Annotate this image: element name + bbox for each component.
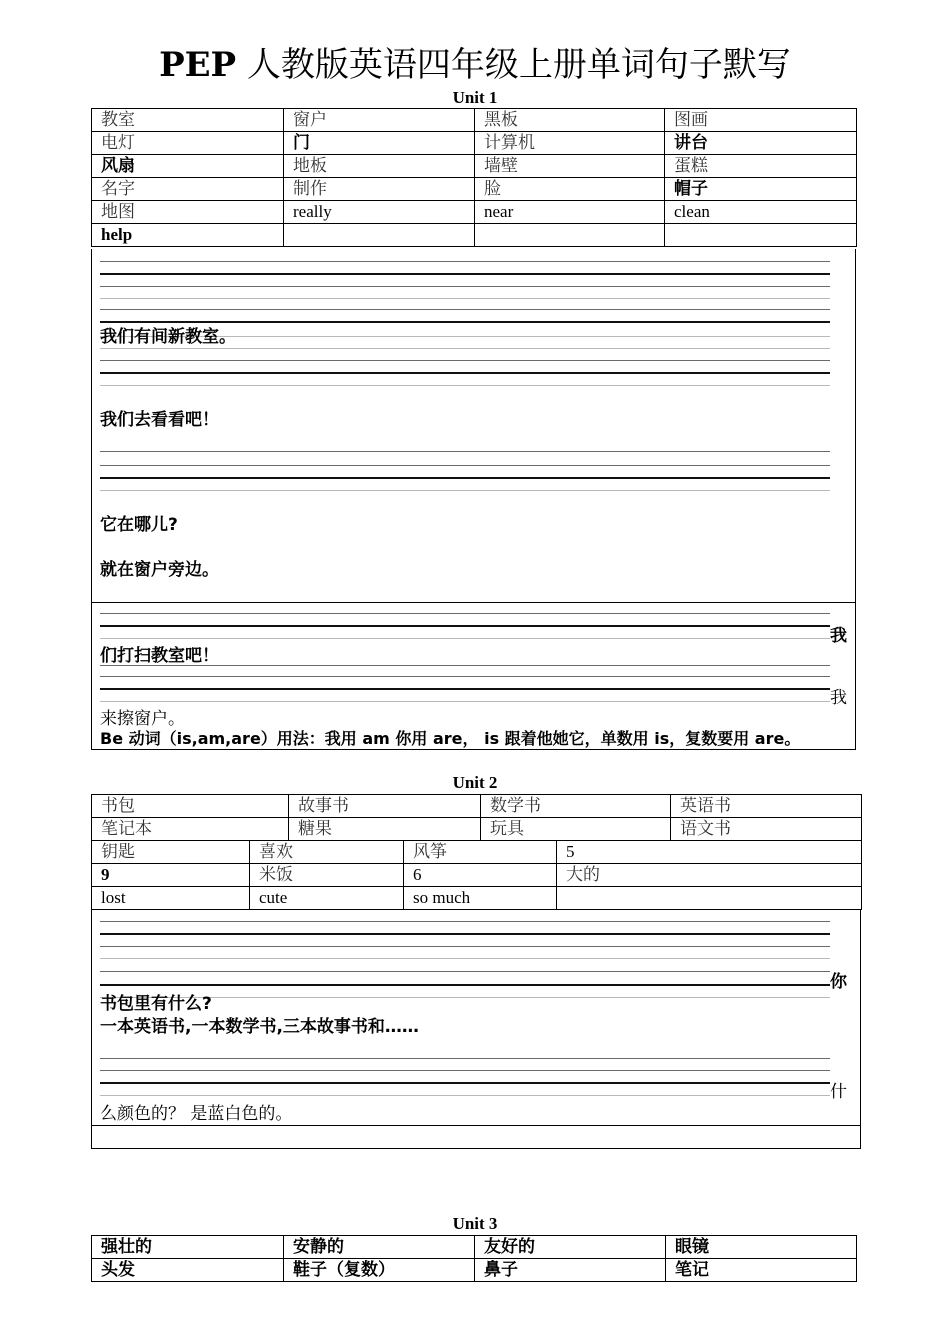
question-2: 么颜色的？ 是蓝白色的。	[100, 1104, 293, 1124]
word-cell: 蛋糕	[665, 155, 857, 178]
sentence-4: 就在窗户旁边。	[100, 560, 219, 580]
title-pep: PEP	[159, 45, 237, 85]
word-cell: 墙壁	[475, 155, 665, 178]
word-cell: 脸	[475, 178, 665, 201]
word-cell: 风扇	[92, 155, 284, 178]
word-cell: 友好的	[475, 1236, 666, 1259]
unit2-word-table-b	[91, 840, 862, 910]
word-cell: 地板	[284, 155, 475, 178]
sentence-5: 们打扫教室吧！	[100, 646, 219, 666]
word-cell: really	[284, 201, 475, 224]
table-row	[92, 887, 862, 910]
sentence-3: 它在哪儿?	[100, 515, 178, 535]
word-cell: 眼镜	[666, 1236, 857, 1259]
unit2-word-table-a	[91, 794, 862, 841]
table-row	[92, 818, 862, 841]
word-cell: 名字	[92, 178, 284, 201]
word-cell	[284, 224, 475, 247]
word-cell: 5	[557, 841, 862, 864]
word-cell: 黑板	[475, 109, 665, 132]
sentence-6: 来擦窗户。	[100, 709, 185, 729]
word-cell: 9	[92, 864, 250, 887]
table-row	[92, 132, 857, 155]
word-cell: 帽子	[665, 178, 857, 201]
unit2-sentence-box	[91, 910, 861, 1126]
word-cell: 大的	[557, 864, 862, 887]
table-row	[92, 109, 857, 132]
unit1-heading: Unit 1	[452, 88, 498, 107]
word-cell: 喜欢	[250, 841, 404, 864]
word-cell: 米饭	[250, 864, 404, 887]
word-cell: 玩具	[481, 818, 671, 841]
table-row	[92, 864, 862, 887]
sentence-6-tail: 我	[830, 688, 847, 708]
question-1: 书包里有什么?	[100, 994, 212, 1014]
word-cell: 制作	[284, 178, 475, 201]
word-cell: 书包	[92, 795, 289, 818]
word-cell: 笔记	[666, 1259, 857, 1282]
table-row	[92, 795, 862, 818]
word-cell: 讲台	[665, 132, 857, 155]
sentence-5-tail: 我	[830, 626, 847, 646]
word-cell: lost	[92, 887, 250, 910]
word-cell: 6	[404, 864, 557, 887]
word-cell: 图画	[665, 109, 857, 132]
word-cell: 风筝	[404, 841, 557, 864]
word-cell: so much	[404, 887, 557, 910]
word-cell: 鼻子	[475, 1259, 666, 1282]
unit3-heading: Unit 3	[452, 1214, 498, 1233]
word-cell: 电灯	[92, 132, 284, 155]
table-row	[92, 1236, 857, 1259]
unit1-sentence-box-2	[91, 602, 856, 750]
word-cell: 安静的	[284, 1236, 475, 1259]
table-row	[92, 155, 857, 178]
be-verb-rule: Be 动词（is,am,are）用法：我用 am 你用 are， is 跟着他她它，单数用 is，复数要用 are。	[100, 729, 801, 748]
word-cell: 教室	[92, 109, 284, 132]
word-cell: cute	[250, 887, 404, 910]
word-cell	[665, 224, 857, 247]
page-title	[0, 44, 950, 86]
table-row	[92, 224, 857, 247]
word-cell: 头发	[92, 1259, 284, 1282]
word-cell: 门	[284, 132, 475, 155]
table-row	[92, 178, 857, 201]
word-cell: 数学书	[481, 795, 671, 818]
table-row	[92, 1259, 857, 1282]
word-cell: 钥匙	[92, 841, 250, 864]
word-cell	[557, 887, 862, 910]
word-cell: 笔记本	[92, 818, 289, 841]
word-cell: 地图	[92, 201, 284, 224]
word-cell: clean	[665, 201, 857, 224]
word-cell: 故事书	[289, 795, 481, 818]
word-cell: 语文书	[671, 818, 862, 841]
table-row	[92, 841, 862, 864]
word-cell: 窗户	[284, 109, 475, 132]
unit2-empty-row	[91, 1125, 861, 1149]
word-cell: 英语书	[671, 795, 862, 818]
word-cell: 鞋子（复数）	[284, 1259, 475, 1282]
unit3-word-table	[91, 1235, 857, 1282]
unit2-heading: Unit 2	[452, 773, 498, 792]
word-cell: help	[92, 224, 284, 247]
q2-tail: 什	[830, 1082, 847, 1102]
word-cell: 强壮的	[92, 1236, 284, 1259]
word-cell: near	[475, 201, 665, 224]
sentence-1: 我们有间新教室。	[100, 327, 236, 347]
table-row	[92, 201, 857, 224]
unit1-word-table	[91, 108, 857, 247]
title-rest: 人教版英语四年级上册单词句子默写	[236, 45, 791, 85]
unit1-sentence-box	[91, 249, 856, 603]
answer-1: 一本英语书,一本数学书,三本故事书和……	[100, 1017, 419, 1037]
word-cell: 糖果	[289, 818, 481, 841]
q1-tail: 你	[830, 972, 847, 992]
word-cell: 计算机	[475, 132, 665, 155]
word-cell	[475, 224, 665, 247]
sentence-2: 我们去看看吧！	[100, 410, 219, 430]
